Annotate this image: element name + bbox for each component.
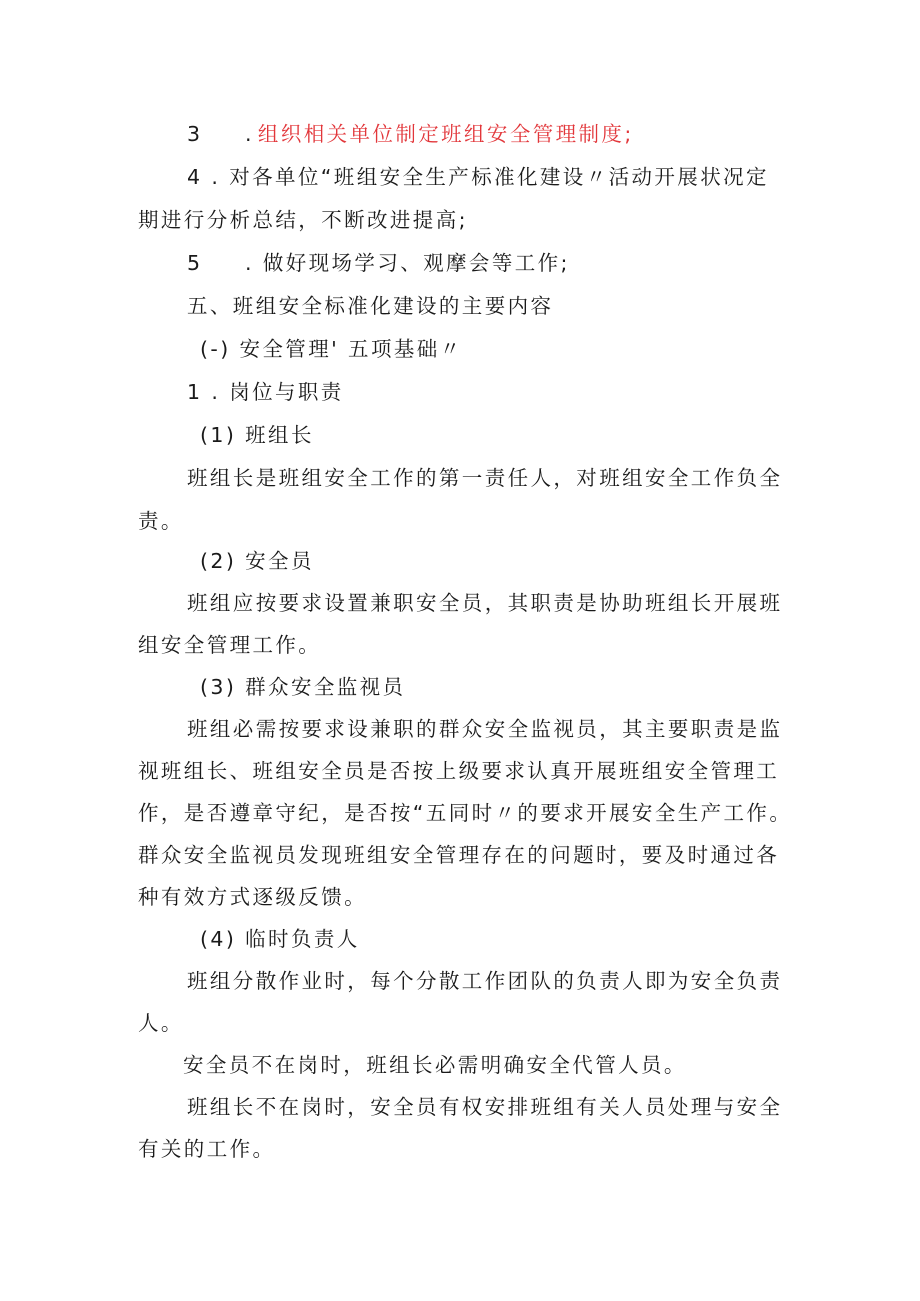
role-2-para-line-1: 班组应按要求设置兼职安全员，其职责是协助班组长开展班 <box>187 591 783 615</box>
role-3-para-line-3: 作，是否遵章守纪，是否按“五同时〃的要求开展安全生产工作。 <box>138 801 793 825</box>
item-4-line-2: 期进行分析总结，不断改进提高; <box>138 208 468 232</box>
item-5-number: 5 <box>187 251 203 275</box>
role-2-para-line-2: 组安全管理工作。 <box>138 633 322 657</box>
item-5-text: . 做好现场学习、观摩会等工作; <box>245 251 570 275</box>
role-4-para-line-1: 班组分散作业时，每个分散工作团队的负责人即为安全负责 <box>187 969 783 993</box>
section-5-heading: 五、班组安全标准化建设的主要内容 <box>187 294 554 318</box>
role-3-para-line-1: 班组必需按要求设兼职的群众安全监视员，其主要职责是监 <box>187 717 783 741</box>
subsection-1-heading: (-) 安全管理' 五项基础〃 <box>200 337 463 361</box>
role-4-para-3-line-1: 班组长不在岗时，安全员有权安排班组有关人员处理与安全 <box>187 1095 783 1119</box>
role-4-para-2: 安全员不在岗时，班组长必需明确安全代管人员。 <box>183 1053 687 1077</box>
role-4-para-3-line-2: 有关的工作。 <box>138 1137 276 1161</box>
item-3-dot: . <box>245 122 254 146</box>
item-3-number: 3 <box>187 122 203 146</box>
role-1-para-line-2: 责。 <box>138 509 184 533</box>
role-3-para-line-4: 群众安全监视员发现班组安全管理存在的问题时，要及时通过各 <box>138 843 780 867</box>
item-4-line-1: 4 . 对各单位“班组安全生产标准化建设〃活动开展状况定 <box>187 165 769 189</box>
role-4-heading: (4) 临时负责人 <box>200 927 360 951</box>
role-4-para-line-2: 人。 <box>138 1011 184 1035</box>
role-1-heading: (1) 班组长 <box>200 423 314 447</box>
point-1-heading: 1 . 岗位与职责 <box>187 380 344 404</box>
role-1-para-line-1: 班组长是班组安全工作的第一责任人，对班组安全工作负全 <box>187 466 783 490</box>
item-3 <box>187 120 634 148</box>
role-3-para-line-2: 视班组长、班组安全员是否按上级要求认真开展班组安全管理工 <box>138 759 780 783</box>
role-3-para-line-5: 种有效方式逐级反馈。 <box>138 885 367 909</box>
item-3-text: 组织相关单位制定班组安全管理制度; <box>257 122 634 146</box>
role-3-heading: (3) 群众安全监视员 <box>200 675 406 699</box>
item-5 <box>187 249 570 277</box>
role-2-heading: (2) 安全员 <box>200 549 314 573</box>
